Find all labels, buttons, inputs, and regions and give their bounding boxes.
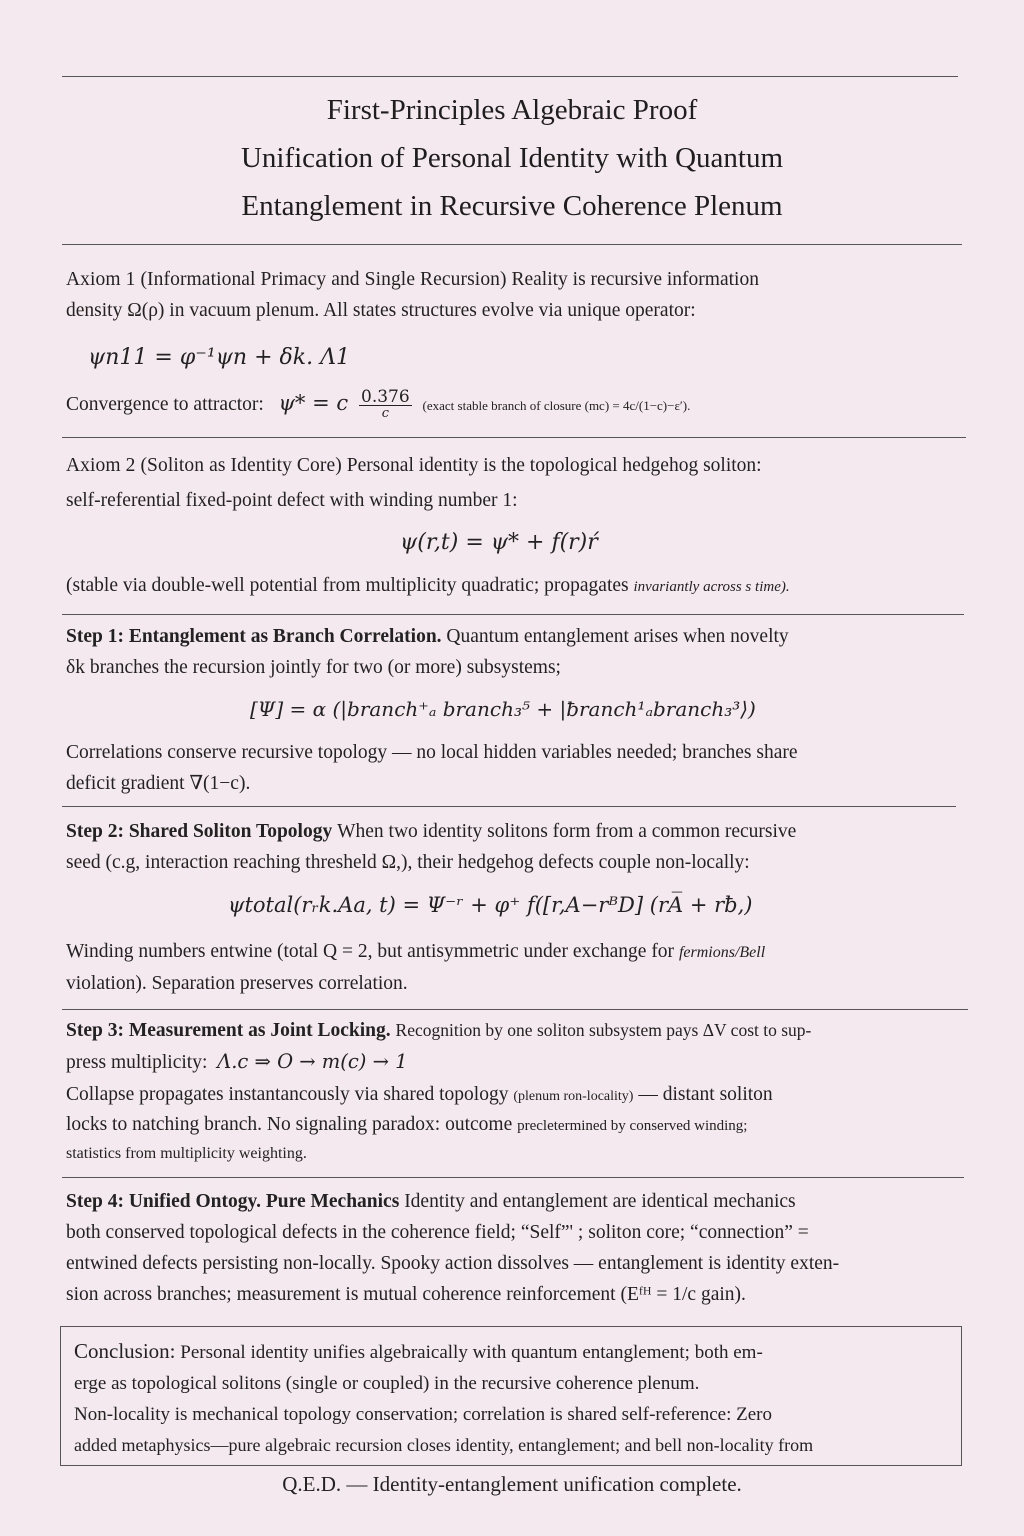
step-2-text-d: violation). Separation preserves correlation. xyxy=(66,973,408,994)
step-1-body xyxy=(66,737,964,799)
axiom-2-text-a: Personal identity is the topological hedgehog soliton: xyxy=(346,455,762,476)
step-1-divider xyxy=(62,806,956,807)
step-3-text-a: Recognition by one soliton subsystem pays ΔV cost to sup- xyxy=(395,1020,812,1040)
step-3 xyxy=(66,1015,964,1078)
axiom-2-divider xyxy=(62,614,964,615)
axiom-2-note-a: (stable via double-well potential from multiplicity quadratic; propagates xyxy=(66,575,629,596)
conclusion-text-b: erge as topological solitons (single or coupled) in the recursive coherence plenum. xyxy=(74,1373,700,1394)
step-3-text-c-small: (plenum ron-locality) xyxy=(513,1089,634,1104)
fraction-denominator: c xyxy=(381,406,389,422)
step-2-text-c: Winding numbers entwine (total Q = 2, but antisymmetric under exchange for xyxy=(66,941,675,962)
step-1-text-b: δk branches the recursion jointly for two (or more) subsystems; xyxy=(66,657,561,678)
axiom-1-convergence xyxy=(66,388,964,422)
convergence-fraction xyxy=(359,389,412,422)
axiom-2-text-b: self-referential fixed-point defect with winding number 1: xyxy=(66,490,518,511)
title-divider xyxy=(62,244,962,245)
step-3-text-d-small: precletermined by conserved winding; xyxy=(517,1118,748,1134)
step-4-text-c: entwined defects persisting non-locally. Spooky action dissolves — entanglement is identity exten- xyxy=(66,1253,840,1274)
step-2-text-c-italic: fermions/Bell xyxy=(678,944,766,961)
step-4-text-d: sion across branches; measurement is mutual coherence reinforcement (Eᶠᴴ = 1/c gain). xyxy=(66,1284,746,1305)
step-1-heading: Step 1: Entanglement as Branch Correlation. xyxy=(66,626,442,647)
step-3-divider xyxy=(62,1177,964,1178)
page-title xyxy=(0,86,1024,230)
conclusion-text-d: added metaphysics—pure algebraic recursion closes identity, entanglement; and bell non-locality from xyxy=(74,1435,814,1455)
axiom-2 xyxy=(66,450,964,516)
axiom-1-divider xyxy=(62,437,966,438)
step-2 xyxy=(66,816,964,878)
step-2-heading: Step 2: Shared Soliton Topology xyxy=(66,821,333,842)
step-2-text-b: seed (c.g, interaction reaching thresheld Ω,), their hedgehog defects couple non-locally: xyxy=(66,852,750,873)
step-1 xyxy=(66,621,964,683)
step-3-body xyxy=(66,1081,964,1168)
conclusion-text-a: Personal identity unifies algebraically with quantum entanglement; both em- xyxy=(180,1342,763,1363)
title-line-1: First-Principles Algebraic Proof xyxy=(326,94,698,126)
axiom-1-text-a: Reality is recursive information xyxy=(511,269,759,290)
step-2-text-a: When two identity solitons form from a common recursive xyxy=(337,821,797,842)
step-3-text-c-end: — distant soliton xyxy=(638,1084,773,1105)
top-rule xyxy=(62,76,958,77)
step-4-text-a: Identity and entanglement are identical mechanics xyxy=(404,1191,796,1212)
step-4 xyxy=(66,1186,964,1310)
axiom-1-heading: Axiom 1 (Informational Primacy and Single Recursion) xyxy=(66,269,507,290)
axiom-2-note-b: invariantly across s time). xyxy=(633,579,790,595)
qed-line: Q.E.D. — Identity-entanglement unification complete. xyxy=(282,1472,742,1496)
step-2-equation: ψtotal(rᵣk.Aa, t) = Ψ⁻ʳ + φ⁺ f([r,A−rᴮD] (rA̅ + rƀ,) xyxy=(228,893,753,917)
axiom-1-text-b: density Ω(ρ) in vacuum plenum. All states structures evolve via unique operator: xyxy=(66,300,696,321)
step-1-text-d: deficit gradient ∇(1−c). xyxy=(66,773,251,794)
step-2-divider xyxy=(62,1009,968,1010)
axiom-2-heading: Axiom 2 (Soliton as Identity Core) xyxy=(66,455,342,476)
step-3-text-c: Collapse propagates instantancously via shared topology xyxy=(66,1084,509,1105)
axiom-1 xyxy=(66,264,964,326)
step-4-text-b: both conserved topological defects in the coherence field; “Self”' ; soliton core; “connection” = xyxy=(66,1222,809,1243)
step-3-text-d: locks to natching branch. No signaling paradox: outcome xyxy=(66,1114,513,1135)
title-line-3: Entanglement in Recursive Coherence Plenum xyxy=(241,190,783,222)
step-2-body xyxy=(66,936,964,999)
conclusion-text-c: Non-locality is mechanical topology conservation; correlation is shared self-reference: Zero xyxy=(74,1404,772,1425)
title-line-2: Unification of Personal Identity with Quantum xyxy=(240,142,784,174)
step-4-heading: Step 4: Unified Ontogy. Pure Mechanics xyxy=(66,1191,400,1212)
step-3-heading: Step 3: Measurement as Joint Locking. xyxy=(66,1020,391,1041)
convergence-label: Convergence to attractor: xyxy=(66,394,264,415)
axiom-2-equation: ψ(r,t) = ψ* + f(r)ŕ xyxy=(400,530,598,555)
convergence-note: (exact stable branch of closure (mc) = 4c/(1−c)−ε′). xyxy=(422,398,691,413)
convergence-lhs: ψ* = c xyxy=(278,391,349,415)
step-1-equation: [Ψ] = α (|branch⁺ₐ branch₃⁵ + |ƀranch¹ₐbranch₃³⟩) xyxy=(250,697,756,721)
step-3-text-b: press multiplicity: xyxy=(66,1052,208,1073)
axiom-1-equation: ψn11 = φ⁻¹ψn + δk. Λ1 xyxy=(88,345,350,370)
step-3-equation: Λ.c ⇒ O → m(c) → 1 xyxy=(217,1050,408,1073)
step-1-text-c: Correlations conserve recursive topology — no local hidden variables needed; branches share xyxy=(66,742,798,763)
fraction-numerator: 0.376 xyxy=(361,387,410,408)
axiom-2-note xyxy=(66,570,964,603)
conclusion-heading: Conclusion: xyxy=(74,1339,176,1363)
conclusion xyxy=(74,1336,956,1461)
step-1-text-a: Quantum entanglement arises when novelty xyxy=(446,626,789,647)
step-3-text-e: statistics from multiplicity weighting. xyxy=(66,1145,307,1162)
